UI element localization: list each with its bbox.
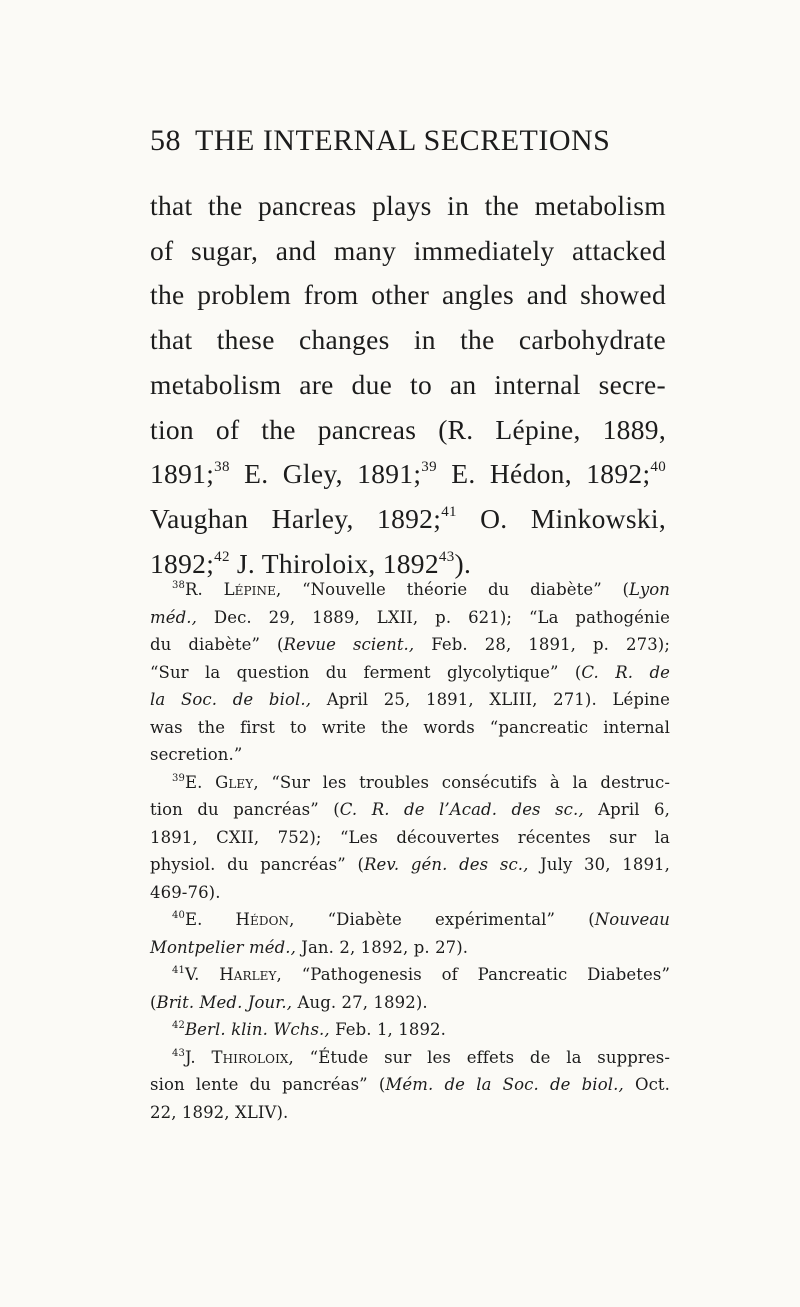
page-number: 58 bbox=[150, 124, 181, 157]
footnotes: $^{38}$R. Lépine, “Nouvelle théorie du diabète” (Lyon méd., Dec. 29, 1889, LXII, p. 621); “La pathogénie du diabète” (Revue scient., Feb. 28, 1891, p. 273); “Sur la question du ferment glycolytique” (C. R. de la Soc. de biol., April 25, 1891, XLIII, 271). Lépine was the first to write the words “pancreatic internal secretion.” $^{39}$E. Gley, “Sur les troubles consécutifs à la destruc- tion du pancréas” (C. R. de l’Acad. des sc., April 6, 1891, CXII, 752); “Les découvertes récentes sur la physiol. du pancréas” (Rev. gén. des sc., July 30, 1891, 469-76). $^{40}$E. Hédon, “Diabète expérimental” (Nouveau Montpelier méd., Jan. 2, 1892, p. 27). $^{41}$V. Harley, “Pathogenesis of Pancreatic Diabetes” (Brit. Med. Jour., Aug. 27, 1892). $^{42}$Berl. klin. Wchs., Feb. 1, 1892. $^{43}$J. Thiroloix, “Étude sur les effets de la suppres- sion lente du pancréas” (Mém. de la Soc. de biol., Oct. 22, 1892, XLIV). bbox=[150, 576, 670, 1126]
footnote-ref: 40 bbox=[650, 459, 666, 476]
body-line: 1891;$^{38}$ E. Gley, 1891;$^{39}$ E. Hédon, 1892;$^{40}$ bbox=[150, 458, 666, 490]
running-header bbox=[150, 124, 610, 158]
running-title: THE INTERNAL SECRETIONS bbox=[195, 124, 611, 157]
body-line: tion of the pancreas (R. Lépine, 1889, bbox=[150, 413, 666, 445]
footnote-ref: 42 bbox=[214, 548, 230, 565]
body-line: that these changes in the carbohydrate bbox=[150, 324, 666, 356]
body-line: the problem from other angles and showed bbox=[150, 279, 666, 311]
body-line: that the pancreas plays in the metabolism bbox=[150, 190, 666, 221]
footnote-ref: 38 bbox=[214, 459, 230, 476]
body-line: Vaughan Harley, 1892;$^{41}$ O. Minkowski, bbox=[150, 502, 667, 534]
footnote-39: $^{39}$E. Gley, “Sur les troubles consécutifs à la destruc- bbox=[172, 772, 670, 792]
footnote-43: $^{43}$J. Thiroloix, “Étude sur les effets de la suppres- bbox=[172, 1047, 670, 1067]
footnote-38: $^{38}$R. Lépine, “Nouvelle théorie du diabète” (Lyon bbox=[172, 580, 670, 599]
footnote-ref: 39 bbox=[421, 459, 437, 476]
body-line: of sugar, and many immediately attacked bbox=[150, 234, 666, 266]
body-line: 1892;$^{42}$ J. Thiroloix, 1892$^{43}$). bbox=[150, 547, 472, 579]
footnote-40: $^{40}$E. Hédon, “Diabète expérimental” (Nouveau bbox=[172, 910, 670, 929]
footnote-ref: 43 bbox=[438, 548, 455, 565]
footnote-42: $^{42}$Berl. klin. Wchs., Feb. 1, 1892. bbox=[172, 1020, 446, 1039]
body-paragraph bbox=[150, 184, 666, 586]
body-line: metabolism are due to an internal secre- bbox=[150, 368, 666, 400]
footnote-ref: 41 bbox=[441, 503, 457, 520]
footnote-41: $^{41}$V. Harley, “Pathogenesis of Pancreatic Diabetes” bbox=[172, 965, 670, 984]
